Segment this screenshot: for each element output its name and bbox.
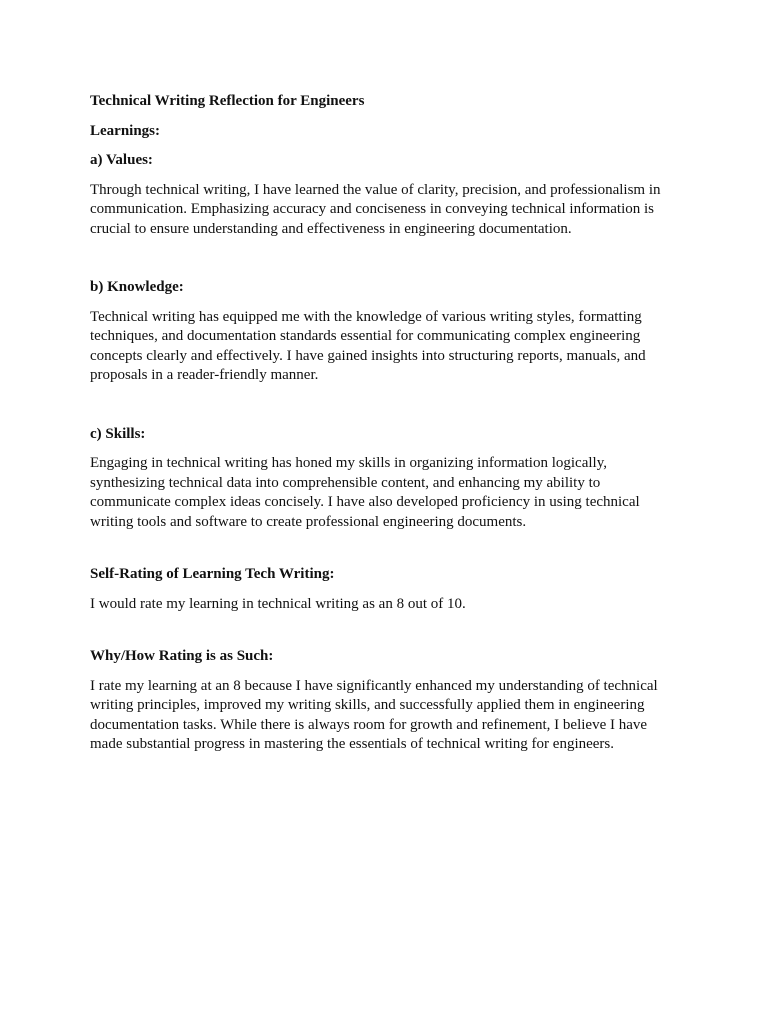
section-spacer	[90, 614, 670, 647]
knowledge-paragraph: Technical writing has equipped me with the knowledge of various writing styles, formatting techniques, and documentation standards essential for communicating complex engineering concepts clearly and effectively. I have gained insights into structuring reports, manuals, and proposals in a reader-friendly manner.	[90, 308, 646, 383]
values-paragraph: Through technical writing, I have learned the value of clarity, precision, and professionalism in communication. Emphasizing accuracy and conciseness in conveying technical information is crucial to ensure understanding and effectiveness in engineering documentation.	[90, 181, 661, 237]
document-body	[90, 92, 670, 755]
section-spacer	[90, 532, 670, 565]
section-spacer	[90, 239, 670, 278]
learnings-heading: Learnings:	[90, 122, 161, 139]
values-heading: a) Values:	[90, 152, 153, 168]
section-spacer	[90, 386, 670, 425]
skills-paragraph: Engaging in technical writing has honed my skills in organizing information logically, synthesizing technical data into comprehensible content, and enhancing my ability to communicate complex ideas concisely. I have also developed proficiency in using technical writing tools and software to create professional engineering documents.	[90, 455, 640, 530]
why-how-paragraph: I rate my learning at an 8 because I have significantly enhanced my understanding of technical writing principles, improved my writing skills, and successfully applied them in engineering documentation tasks. While there is always room for growth and refinement, I believe I have made substantial progress in mastering the essentials of technical writing for engineers.	[90, 677, 658, 752]
why-how-heading: Why/How Rating is as Such:	[90, 648, 274, 664]
self-rating-heading: Self-Rating of Learning Tech Writing:	[90, 566, 335, 582]
skills-heading: c) Skills:	[90, 425, 146, 442]
self-rating-paragraph: I would rate my learning in technical writing as an 8 out of 10.	[90, 595, 466, 612]
knowledge-heading: b) Knowledge:	[90, 279, 184, 295]
document-title: Technical Writing Reflection for Engineers	[90, 93, 365, 109]
